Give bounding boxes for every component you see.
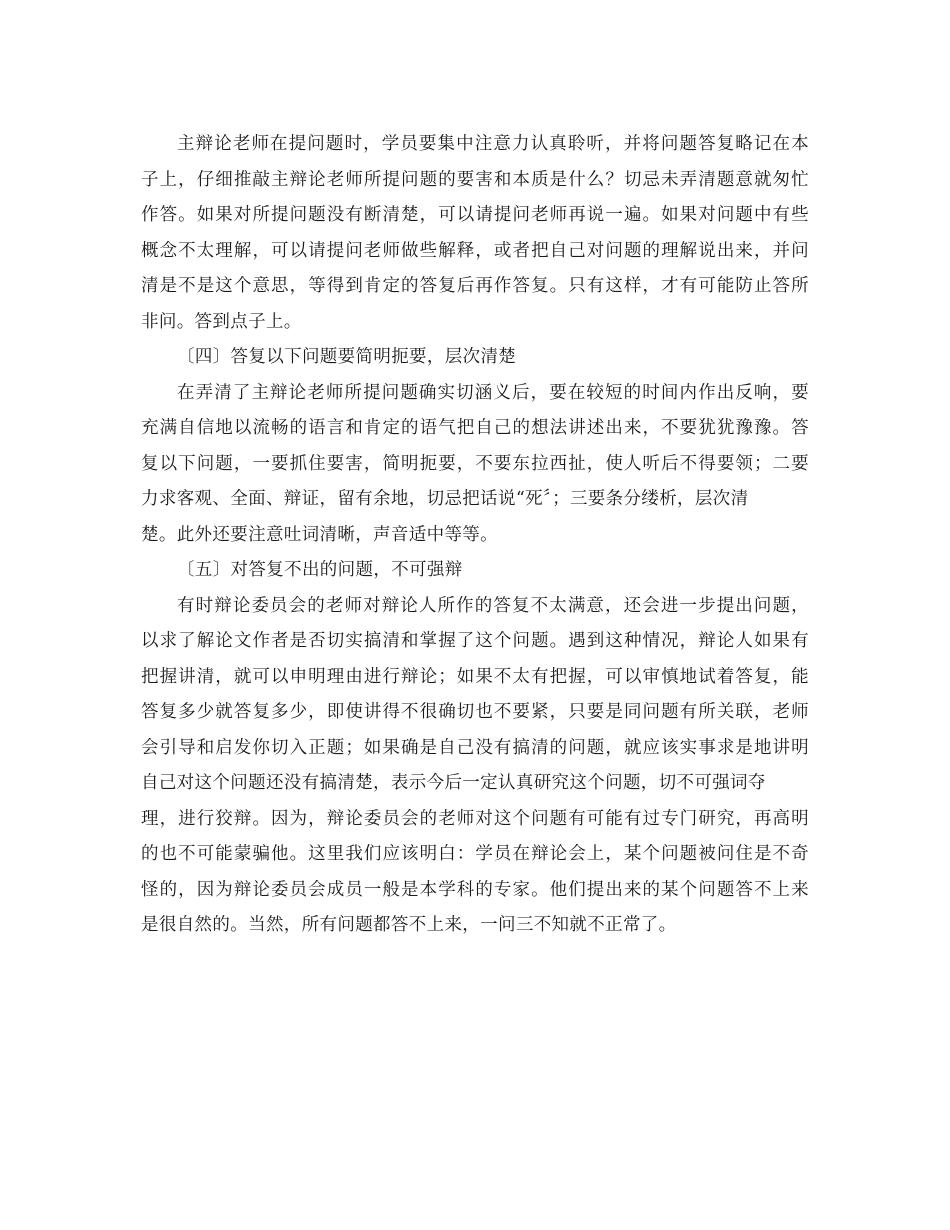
heading-line: 〔五〕对答复不出的问题，不可强辩 xyxy=(177,560,463,580)
text-line: 以求了解论文作者是否切实搞清和掌握了这个问题。遇到这种情况，辩论人如果有 xyxy=(141,631,809,651)
text-line: 会引导和启发你切入正题；如果确是自己没有搞清的问题，就应该实事求是地讲明 xyxy=(141,737,809,758)
text-line: 把握讲清，就可以申明理由进行辩论；如果不太有把握，可以审慎地试着答复，能 xyxy=(141,666,809,687)
heading-line: 〔四〕答复以下问题要简明扼要，层次清楚 xyxy=(177,347,517,367)
section-heading-five xyxy=(141,553,809,589)
text-line: 清是不是这个意思，等得到肯定的答复后再作答复。只有这样，才有可能防止答所 xyxy=(141,276,809,296)
text-line: 理，进行狡辩。因为，辩论委员会的老师对这个问题有可能有过专门研究，再高明 xyxy=(141,808,809,829)
text-line: 力求客观、全面、辩证，留有余地，切忌把话说“死〞；三要条分缕析，层次清 xyxy=(141,489,749,509)
text-line: 复以下问题，一要抓住要害，简明扼要，不要东拉西扯，使人听后不得要领；二要 xyxy=(141,453,809,474)
text-line: 答复多少就答复多少，即使讲得不很确切也不要紧，只要是同问题有所关联，老师 xyxy=(141,702,809,722)
section-heading-four xyxy=(141,340,809,376)
text-line: 是很自然的。当然，所有问题都答不上来，一问三不知就不正常了。 xyxy=(141,915,677,935)
text-line: 的也不可能蒙骗他。这里我们应该明白：学员在辩论会上，某个问题被问住是不奇 xyxy=(141,844,809,864)
text-line: 有时辩论委员会的老师对辩论人所作的答复不太满意，还会进一步提出问题， xyxy=(177,595,809,616)
text-line: 作答。如果对所提问题没有断清楚，可以请提问老师再说一遍。如果对问题中有些 xyxy=(141,205,809,225)
paragraph-listen-carefully xyxy=(141,127,809,340)
text-line: 自己对这个问题还没有搞清楚，表示今后一定认真研究这个问题，切不可强词夺 xyxy=(141,773,766,793)
text-line: 楚。此外还要注意吐词清晰，声音适中等等。 xyxy=(141,524,498,545)
text-line: 子上，仔细推敲主辩论老师所提问题的要害和本质是什么？切忌未弄清题意就匆忙 xyxy=(141,169,809,190)
paragraph-concise-answers xyxy=(141,376,809,554)
text-line: 主辩论老师在提问题时，学员要集中注意力认真聆听，并将问题答复略记在本 xyxy=(177,134,809,154)
text-line: 非问。答到点子上。 xyxy=(141,311,302,332)
text-line: 概念不太理解，可以请提问老师做些解释，或者把自己对问题的理解说出来，并问 xyxy=(141,240,809,261)
text-line: 怪的，因为辩论委员会成员一般是本学科的专家。他们提出来的某个问题答不上来 xyxy=(141,879,809,900)
paragraph-no-forced-argument xyxy=(141,589,809,944)
text-line: 充满自信地以流畅的语言和肯定的语气把自己的想法讲述出来，不要犹犹豫豫。答 xyxy=(141,418,809,438)
text-line: 在弄清了主辩论老师所提问题确实切涵义后，要在较短的时间内作出反响，要 xyxy=(177,382,809,403)
document-body xyxy=(141,127,809,944)
